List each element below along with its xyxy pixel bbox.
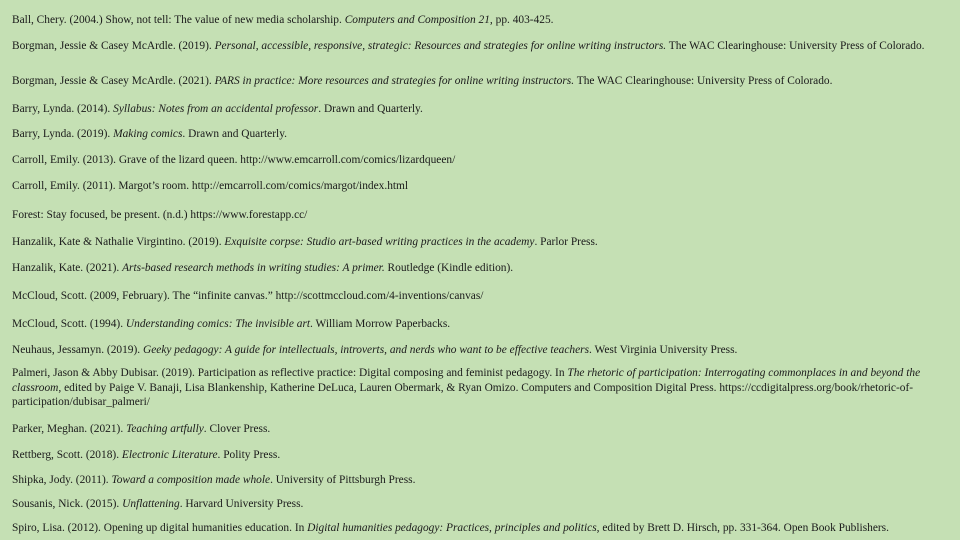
- reference-text: pp. 403-425.: [492, 14, 554, 26]
- reference-entry: [12, 422, 952, 437]
- reference-entry: [12, 127, 952, 142]
- reference-text: . Parlor Press.: [534, 236, 598, 248]
- reference-entry: [12, 366, 952, 410]
- reference-text: . William Morrow Paperbacks.: [310, 318, 451, 330]
- reference-title: Geeky pedagogy: A guide for intellectuals, introverts, and nerds who want to be effective teachers: [142, 344, 590, 356]
- reference-title: Arts-based research methods in writing studies: A primer.: [122, 262, 385, 274]
- reference-entry: [12, 261, 952, 276]
- reference-title: Electronic Literature: [121, 449, 218, 461]
- reference-entry: [12, 473, 952, 488]
- reference-text: Rettberg, Scott. (2018).: [12, 449, 122, 461]
- reference-title: Syllabus: Notes from an accidental professor: [113, 103, 319, 115]
- reference-text: Hanzalik, Kate. (2021).: [12, 262, 123, 274]
- reference-entry: [12, 179, 952, 194]
- reference-text: Carroll, Emily. (2011). Margot’s room. http://emcarroll.com/comics/margot/index.html: [12, 180, 409, 192]
- reference-title: Making comics: [113, 128, 183, 140]
- reference-text: Ball, Chery. (2004.) Show, not tell: The value of new media scholarship.: [12, 14, 345, 26]
- reference-title: Unflattening: [122, 498, 180, 510]
- reference-text: Shipka, Jody. (2011).: [12, 474, 112, 486]
- reference-text: . Clover Press.: [203, 423, 271, 435]
- reference-entry: [12, 235, 952, 250]
- reference-entry: [12, 448, 952, 463]
- reference-entry: [12, 317, 952, 332]
- reference-text: McCloud, Scott. (1994).: [12, 318, 126, 330]
- reference-text: Neuhaus, Jessamyn. (2019).: [12, 344, 143, 356]
- reference-text: Palmeri, Jason & Abby Dubisar. (2019). Participation as reflective practice: Digital composing and feminist pedagogy. In: [12, 367, 568, 379]
- reference-text: . Harvard University Press.: [179, 498, 304, 510]
- reference-text: The WAC Clearinghouse: University Press of Colorado.: [574, 75, 833, 87]
- reference-text: Borgman, Jessie & Casey McArdle. (2021).: [12, 75, 215, 87]
- reference-text: Barry, Lynda. (2019).: [12, 128, 114, 140]
- reference-text: . University of Pittsburgh Press.: [270, 474, 416, 486]
- reference-title: Personal, accessible, responsive, strategic: Resources and strategies for online writing instructors.: [214, 40, 667, 52]
- reference-text: The WAC Clearinghouse: University Press of Colorado.: [666, 40, 925, 52]
- reference-entry: [12, 39, 952, 54]
- reference-title: Exquisite corpse: Studio art-based writing practices in the academy: [224, 236, 535, 248]
- reference-text: Hanzalik, Kate & Nathalie Virgintino. (2019).: [12, 236, 225, 248]
- reference-text: Borgman, Jessie & Casey McArdle. (2019).: [12, 40, 215, 52]
- reference-text: Forest: Stay focused, be present. (n.d.) https://www.forestapp.cc/: [12, 209, 308, 221]
- reference-text: Sousanis, Nick. (2015).: [12, 498, 123, 510]
- reference-title: Toward a composition made whole: [111, 474, 271, 486]
- reference-text: . Drawn and Quarterly.: [182, 128, 287, 140]
- reference-title: Computers and Composition 21,: [344, 14, 493, 26]
- reference-title: Understanding comics: The invisible art: [125, 318, 311, 330]
- reference-text: McCloud, Scott. (2009, February). The “infinite canvas.” http://scottmccloud.com/4-inventions/canvas/: [12, 290, 484, 302]
- reference-text: edited by Brett D. Hirsch, pp. 331-364. Open Book Publishers.: [599, 522, 889, 534]
- reference-text: . West Virginia University Press.: [589, 344, 738, 356]
- reference-entry: [12, 13, 952, 28]
- reference-title: Teaching artfully: [126, 423, 204, 435]
- reference-entry: [12, 497, 952, 512]
- reference-title: PARS in practice: More resources and strategies for online writing instructors.: [214, 75, 575, 87]
- reference-text: Spiro, Lisa. (2012). Opening up digital humanities education. In: [12, 522, 308, 534]
- reference-entry: [12, 521, 952, 536]
- reference-text: Parker, Meghan. (2021).: [12, 423, 127, 435]
- reference-entry: [12, 102, 952, 117]
- reference-text: . Drawn and Quarterly.: [318, 103, 423, 115]
- reference-entry: [12, 343, 952, 358]
- reference-title: The rhetoric of participation: Interrogating commonplaces in and beyond the classroom,: [12, 367, 921, 394]
- reference-text: edited by Paige V. Banaji, Lisa Blankenship, Katherine DeLuca, Lauren Obermark, & Ryan Omizo. Computers and Composition Digital Press. https://ccdigitalpress.org/book/rhetoric-of-participation/dubisar_palmeri/: [12, 381, 914, 408]
- reference-entry: [12, 289, 952, 304]
- reference-entry: [12, 74, 952, 89]
- reference-title: Digital humanities pedagogy: Practices, principles and politics,: [307, 522, 600, 534]
- reference-text: . Polity Press.: [217, 449, 281, 461]
- reference-entry: [12, 208, 952, 223]
- reference-entry: [12, 153, 952, 168]
- reference-text: Routledge (Kindle edition).: [384, 262, 514, 274]
- reference-text: Carroll, Emily. (2013). Grave of the lizard queen. http://www.emcarroll.com/comics/lizardqueen/: [12, 154, 456, 166]
- reference-text: Barry, Lynda. (2014).: [12, 103, 114, 115]
